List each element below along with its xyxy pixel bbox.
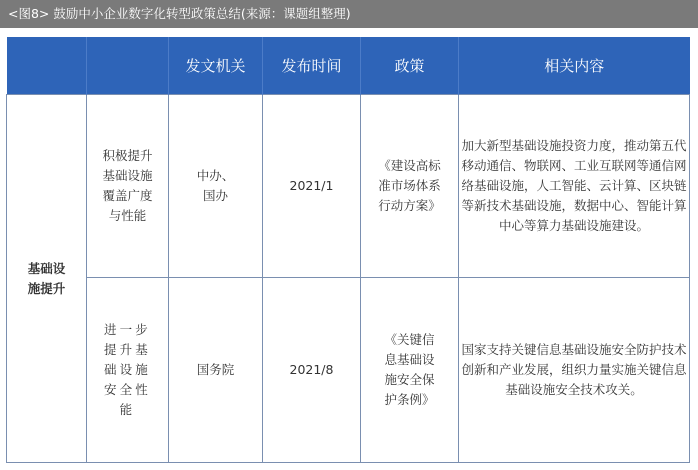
table-row (7, 95, 690, 278)
date-text: 2021/8 (289, 362, 334, 377)
content-cell (459, 95, 690, 278)
issuer-text: 国务院 (196, 362, 235, 377)
figure-caption: <图8> 鼓励中小企业数字化转型政策总结(来源：课题组整理) (0, 0, 698, 28)
measure-cell (87, 278, 169, 463)
category-cell (7, 95, 87, 463)
header-issuer: 发文机关 (169, 37, 263, 95)
date-cell (263, 278, 361, 463)
issuer-cell (169, 95, 263, 278)
content-cell (459, 278, 690, 463)
policy-text: 《建设高标准市场体系行动方案》 (378, 158, 441, 213)
header-date: 发布时间 (263, 37, 361, 95)
header-measure (87, 37, 169, 95)
content-text: 国家支持关键信息基础设施安全防护技术创新和产业发展，组织力量实施关键信息基础设施安全技术攻关。 (461, 342, 687, 397)
issuer-text: 中办、国办 (196, 168, 235, 203)
policy-table (6, 37, 690, 463)
issuer-cell (169, 278, 263, 463)
measure-cell (87, 95, 169, 278)
policy-text: 《关键信息基础设施安全保护条例》 (384, 332, 435, 407)
table-header-row (7, 37, 690, 95)
table-row (7, 278, 690, 463)
measure-text: 积极提升基础设施覆盖广度与性能 (102, 148, 153, 223)
header-category (7, 37, 87, 95)
policy-cell (361, 278, 459, 463)
content-text: 加大新型基础设施投资力度，推动第五代移动通信、物联网、工业互联网等通信网络基础设施，人工智能、云计算、区块链等新技术基础设施，数据中心、智能计算中心等算力基础设施建设。 (461, 138, 687, 233)
date-cell (263, 95, 361, 278)
header-content: 相关内容 (459, 37, 690, 95)
measure-text: 进一步提升基础设施安全性能 (104, 322, 151, 417)
policy-cell (361, 95, 459, 278)
category-label: 基础设施提升 (27, 260, 66, 296)
header-policy: 政策 (361, 37, 459, 95)
date-text: 2021/1 (289, 178, 334, 193)
